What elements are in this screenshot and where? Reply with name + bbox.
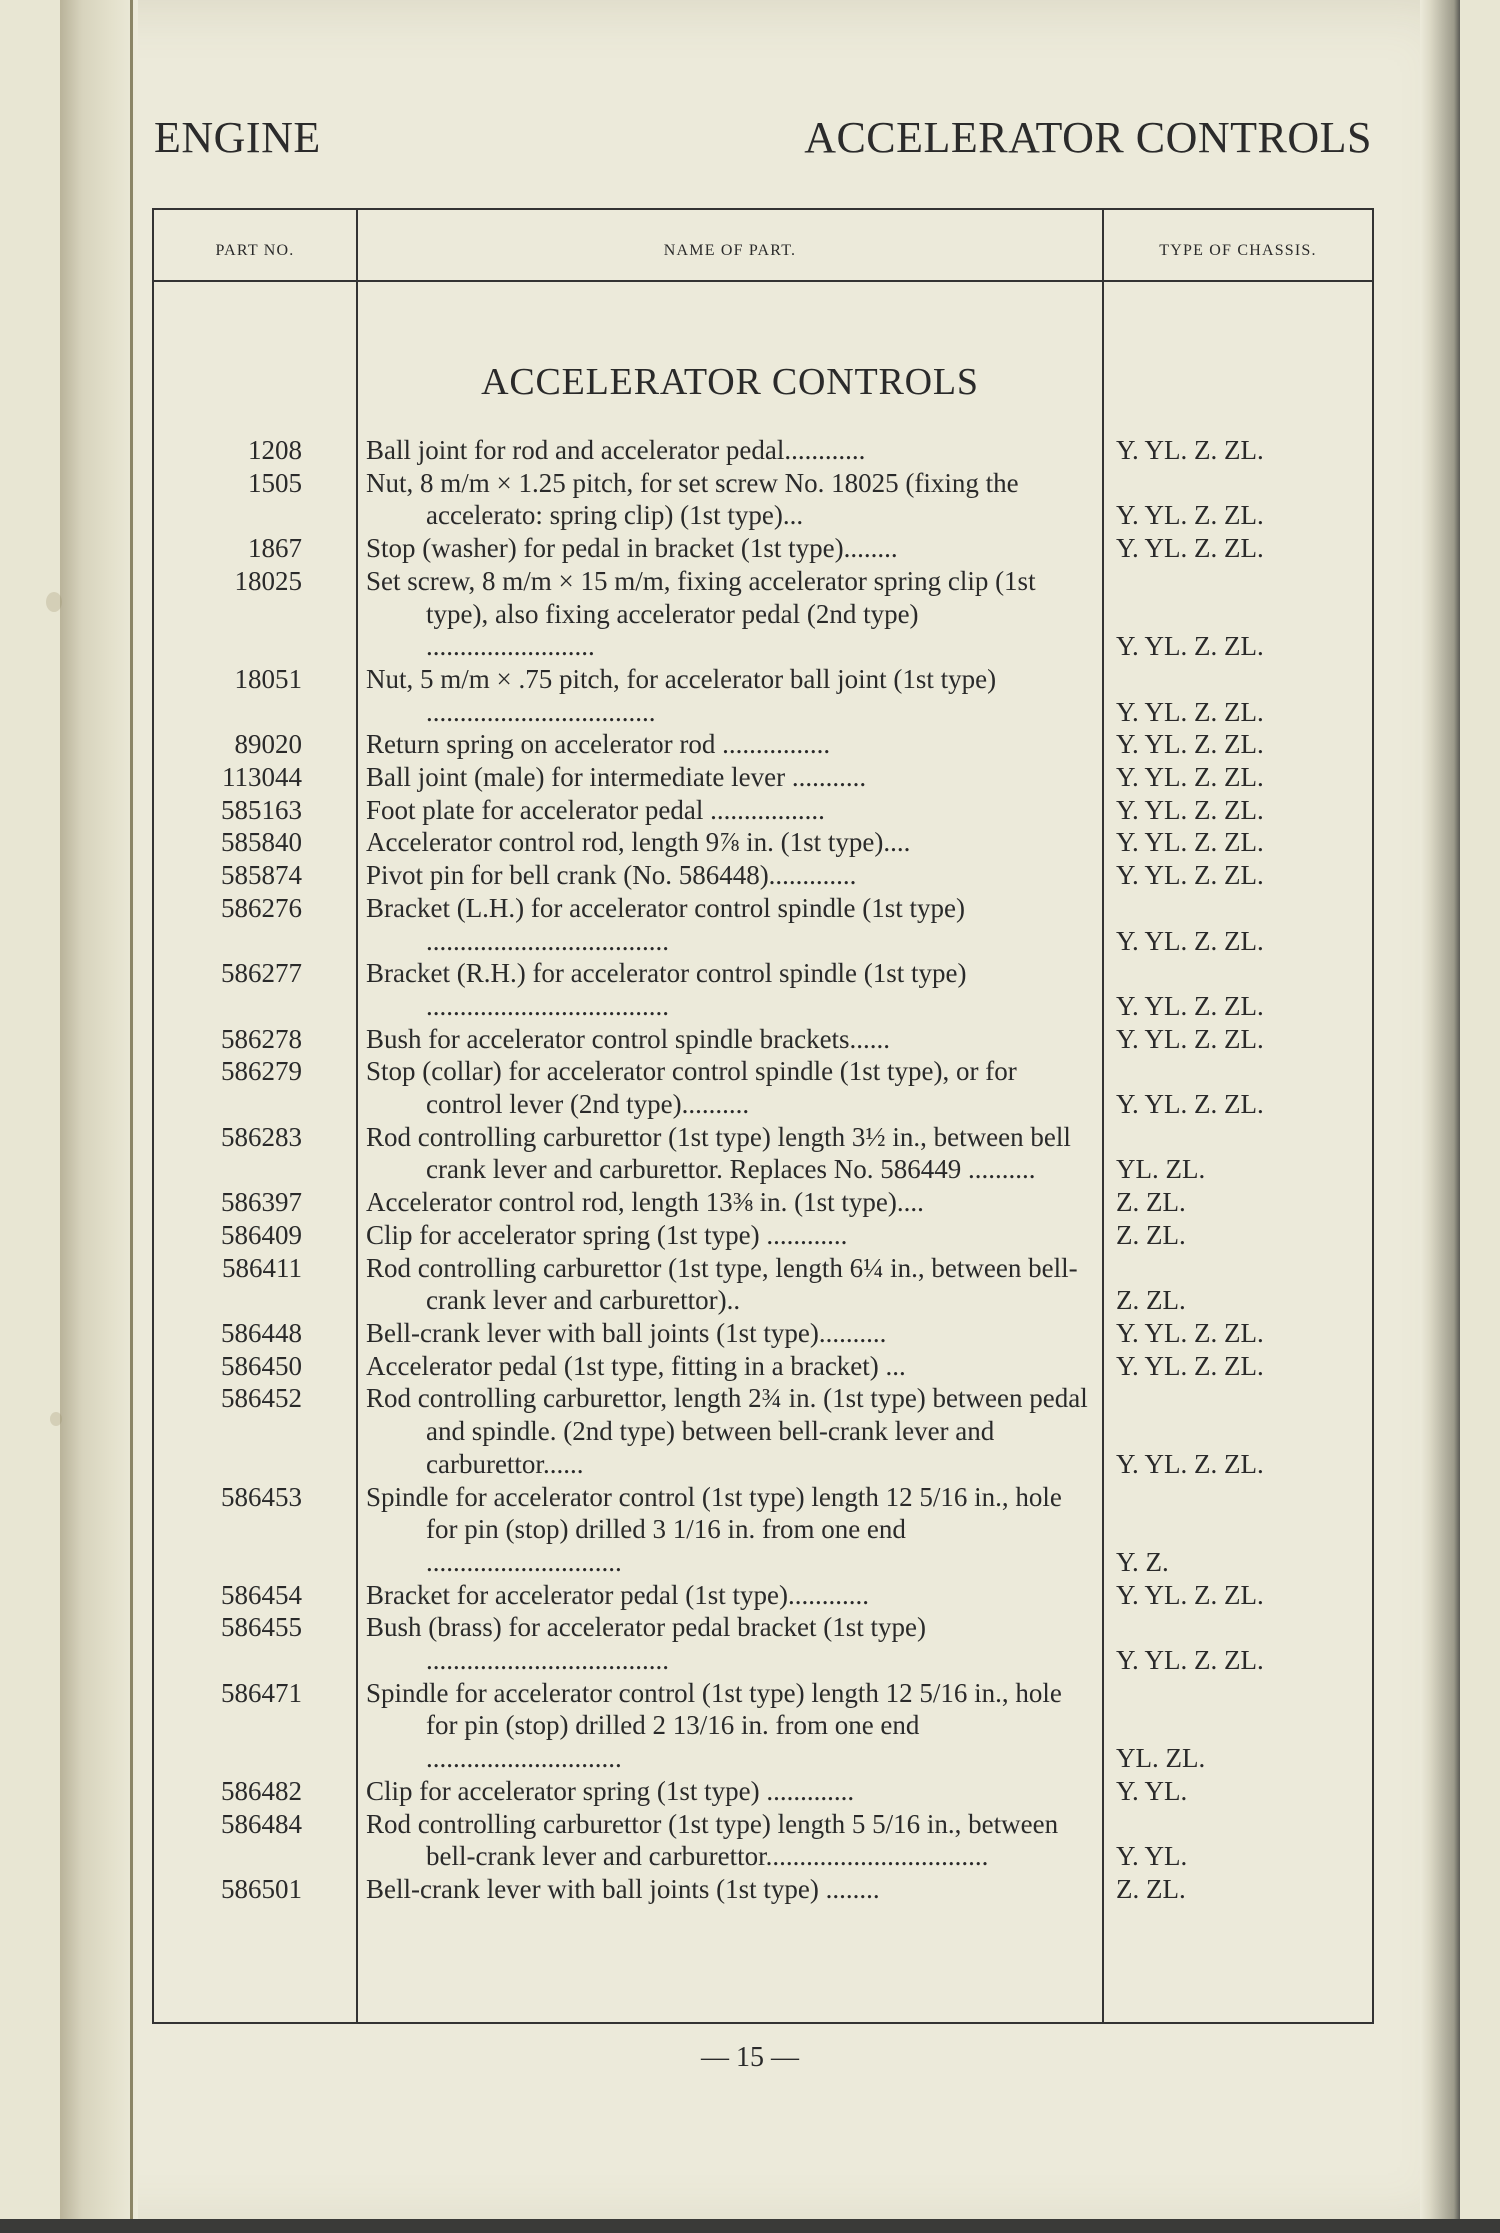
parts-rows [154, 434, 1372, 1906]
chassis-type: Y. YL. Z. ZL. [1116, 1023, 1264, 1054]
part-number: 586471 [221, 1677, 302, 1708]
table-row [154, 794, 1372, 827]
table-row [154, 663, 1372, 728]
part-number: 585874 [221, 860, 302, 891]
paper-stain [50, 1412, 62, 1426]
part-number: 113044 [222, 762, 302, 793]
part-number: 586283 [221, 1121, 302, 1152]
table-row [154, 826, 1372, 859]
table-row [154, 1350, 1372, 1383]
part-name: Stop (washer) for pedal in bracket (1st type)........ [366, 533, 898, 564]
part-number: 586453 [221, 1481, 302, 1512]
part-name: Bracket for accelerator pedal (1st type)............ [366, 1579, 870, 1610]
part-name: Clip for accelerator spring (1st type) ............ [366, 1219, 848, 1250]
chassis-type: Y. YL. Z. ZL. [1116, 925, 1264, 956]
table-row [154, 467, 1372, 532]
part-name: Bell-crank lever with ball joints (1st type) ........ [366, 1873, 880, 1904]
part-name: Rod controlling carburettor (1st type) length 3½ in., between bell crank lever and carburettor. Replaces No. 586449 .......... [366, 1121, 1071, 1185]
part-number: 585163 [221, 794, 302, 825]
part-name: Rod controlling carburettor, length 2¾ in. (1st type) between pedal and spindle. (2nd type) between bell-crank lever and carburettor...... [366, 1383, 1088, 1479]
part-name: Stop (collar) for accelerator control spindle (1st type), or for control lever (2nd type).......... [366, 1056, 1017, 1120]
scan-border [0, 2219, 1500, 2233]
part-number: 586455 [221, 1612, 302, 1643]
part-number: 586397 [221, 1187, 302, 1218]
part-name: Pivot pin for bell crank (No. 586448)............. [366, 860, 857, 891]
parts-table [152, 208, 1374, 2024]
chassis-type: Y. YL. Z. ZL. [1116, 990, 1264, 1021]
chassis-type: Y. YL. Z. ZL. [1116, 1448, 1264, 1479]
table-row [154, 532, 1372, 565]
table-row [154, 1873, 1372, 1906]
running-head-section: ENGINE [154, 113, 321, 162]
part-number: 586279 [221, 1056, 302, 1087]
table-row [154, 1808, 1372, 1873]
chassis-type: Y. YL. Z. ZL. [1116, 827, 1264, 858]
part-name: Bell-crank lever with ball joints (1st type).......... [366, 1317, 887, 1348]
table-row [154, 1382, 1372, 1480]
part-name: Clip for accelerator spring (1st type) ............. [366, 1775, 855, 1806]
part-number: 586452 [221, 1383, 302, 1414]
part-name: Return spring on accelerator rod ................ [366, 729, 831, 760]
chassis-type: YL. ZL. [1116, 1743, 1206, 1774]
table-row [154, 957, 1372, 1022]
part-name: Ball joint (male) for intermediate lever ........... [366, 762, 867, 793]
part-name: Foot plate for accelerator pedal ................. [366, 794, 825, 825]
part-number: 586482 [221, 1775, 302, 1806]
column-header-chassis: TYPE OF CHASSIS. [1159, 242, 1317, 259]
table-row [154, 1121, 1372, 1186]
section-title: ACCELERATOR CONTROLS [481, 361, 979, 403]
part-number: 586484 [221, 1808, 302, 1839]
table-row [154, 1317, 1372, 1350]
chassis-type: Z. ZL. [1116, 1285, 1186, 1316]
binding-line [130, 0, 133, 2233]
chassis-type: Y. YL. Z. ZL. [1116, 1317, 1264, 1348]
part-number: 1208 [248, 435, 302, 465]
part-number: 586276 [221, 892, 302, 923]
page-binding [60, 0, 138, 2233]
page-edge [1420, 0, 1460, 2233]
chassis-type: Y. YL. Z. ZL. [1116, 794, 1264, 825]
table-row [154, 1055, 1372, 1120]
table-row [154, 1579, 1372, 1612]
part-name: Accelerator control rod, length 13⅜ in. (1st type).... [366, 1187, 924, 1218]
part-number: 586409 [221, 1219, 302, 1250]
chassis-type: Y. YL. Z. ZL. [1116, 533, 1264, 564]
chassis-type: Y. YL. Z. ZL. [1116, 1350, 1264, 1381]
table-row [154, 1023, 1372, 1056]
part-number: 89020 [234, 729, 302, 760]
table-row [154, 1611, 1372, 1676]
part-name: Nut, 5 m/m × .75 pitch, for accelerator ball joint (1st type) .................................. [366, 663, 997, 727]
chassis-type: Y. YL. [1116, 1775, 1188, 1806]
part-number: 586277 [221, 958, 302, 989]
part-name: Accelerator pedal (1st type, fitting in a bracket) ... [366, 1350, 906, 1381]
table-row [154, 434, 1372, 467]
chassis-type: Y. YL. Z. ZL. [1116, 1645, 1264, 1676]
table-row [154, 1219, 1372, 1252]
chassis-type: Y. YL. Z. ZL. [1116, 1579, 1264, 1610]
table-row [154, 1677, 1372, 1775]
paper-stain [46, 592, 62, 612]
part-number: 1867 [248, 533, 302, 564]
chassis-type: Y. YL. Z. ZL. [1116, 762, 1264, 793]
part-number: 18025 [234, 565, 302, 596]
chassis-type: Y. Z. [1116, 1546, 1169, 1577]
chassis-type: Z. ZL. [1116, 1873, 1186, 1904]
running-head-title: ACCELERATOR CONTROLS [804, 113, 1372, 162]
table-row [154, 1775, 1372, 1808]
chassis-type: Y. YL. Z. ZL. [1116, 631, 1264, 662]
part-name: Bush for accelerator control spindle brackets...... [366, 1023, 891, 1054]
chassis-type: Y. YL. Z. ZL. [1116, 435, 1264, 465]
table-row [154, 1252, 1372, 1317]
chassis-type: Z. ZL. [1116, 1219, 1186, 1250]
part-number: 586450 [221, 1350, 302, 1381]
chassis-type: Y. YL. Z. ZL. [1116, 696, 1264, 727]
part-name: Spindle for accelerator control (1st type) length 12 5/16 in., hole for pin (stop) drilled 2 13/16 in. from one end ............................. [366, 1677, 1062, 1774]
part-number: 18051 [234, 663, 302, 694]
part-number: 1505 [248, 467, 302, 498]
chassis-type: Y. YL. Z. ZL. [1116, 1089, 1264, 1120]
part-number: 586501 [221, 1873, 302, 1904]
part-number: 586411 [222, 1252, 302, 1283]
part-name: Rod controlling carburettor (1st type, length 6¼ in., between bell-crank lever and carburettor).. [366, 1252, 1078, 1316]
table-row [154, 728, 1372, 761]
column-header-name: NAME OF PART. [663, 242, 797, 259]
part-name: Set screw, 8 m/m × 15 m/m, fixing accelerator spring clip (1st type), also fixing accelerator pedal (2nd type) ......................... [366, 565, 1036, 662]
chassis-type: Z. ZL. [1116, 1187, 1186, 1218]
part-number: 586278 [221, 1023, 302, 1054]
page-number: — 15 — [701, 2042, 799, 2073]
header-rule [154, 280, 1372, 282]
chassis-type: Y. YL. Z. ZL. [1116, 860, 1264, 891]
table-row [154, 1481, 1372, 1579]
chassis-type: Y. YL. Z. ZL. [1116, 500, 1264, 531]
table-row [154, 892, 1372, 957]
part-name: Rod controlling carburettor (1st type) length 5 5/16 in., between bell-crank lever and carburettor................................. [366, 1808, 1059, 1872]
table-row [154, 1186, 1372, 1219]
part-number: 585840 [221, 827, 302, 858]
part-name: Accelerator control rod, length 9⅞ in. (1st type).... [366, 827, 911, 858]
column-header-part-no: PART NO. [215, 242, 295, 259]
part-name: Bracket (R.H.) for accelerator control spindle (1st type) .................................... [366, 958, 967, 1021]
table-row [154, 565, 1372, 663]
part-name: Bracket (L.H.) for accelerator control spindle (1st type) .................................... [366, 892, 965, 956]
table-row [154, 761, 1372, 794]
part-name: Nut, 8 m/m × 1.25 pitch, for set screw No. 18025 (fixing the accelerato: spring clip) (1st type)... [366, 467, 1019, 531]
part-name: Spindle for accelerator control (1st type) length 12 5/16 in., hole for pin (stop) drilled 3 1/16 in. from one end ............................. [366, 1481, 1062, 1577]
chassis-type: YL. ZL. [1116, 1154, 1206, 1185]
table-row [154, 859, 1372, 892]
part-number: 586454 [221, 1579, 302, 1610]
chassis-type: Y. YL. Z. ZL. [1116, 729, 1264, 760]
part-name: Bush (brass) for accelerator pedal bracket (1st type) .................................... [366, 1612, 926, 1676]
part-name: Ball joint for rod and accelerator pedal............ [366, 435, 866, 465]
part-number: 586448 [221, 1317, 302, 1348]
chassis-type: Y. YL. [1116, 1841, 1188, 1872]
